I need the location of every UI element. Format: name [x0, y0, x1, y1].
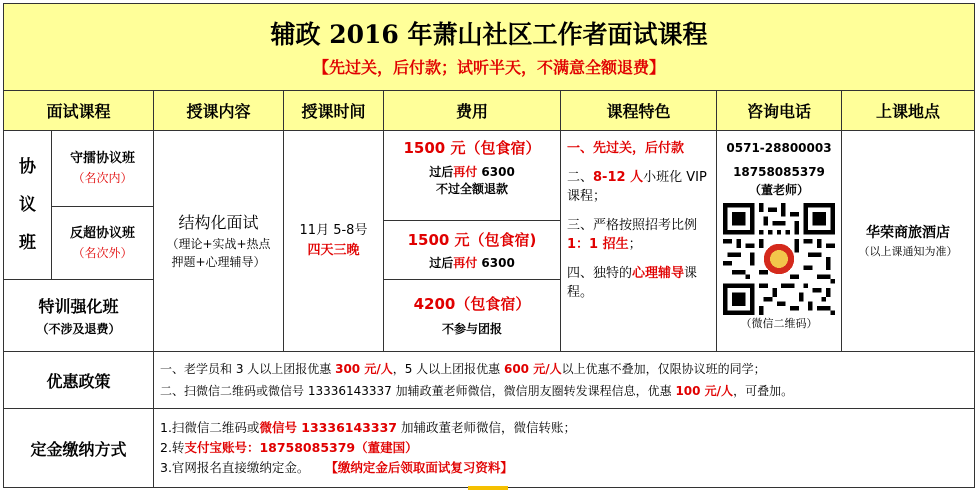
policy-text: ，可叠加。 — [733, 384, 794, 398]
course-note: （名次内） — [72, 171, 133, 186]
alipay-account: 支付宝账号：18758085379（董建国） — [184, 440, 418, 455]
wechat-id: 微信号 13336143337 — [259, 420, 397, 435]
header-fee: 费用 — [384, 91, 561, 131]
deposit-highlight: 【缴纳定金后领取面试复习资料】 — [325, 460, 513, 475]
header-content: 授课内容 — [154, 91, 284, 131]
policy-highlight: 300 元/人 — [335, 362, 393, 376]
feature-text: ； — [628, 237, 642, 252]
fee-price: 1500 元（包食宿） — [403, 139, 541, 157]
course-cell — [52, 206, 154, 280]
teacher-name: （董老师） — [748, 183, 809, 197]
policy-line — [160, 358, 968, 380]
course-cell — [52, 131, 154, 207]
wechat-qr-code[interactable] — [723, 203, 835, 315]
feature-item — [567, 216, 710, 254]
fee-extra: 不过全额退款 — [435, 182, 508, 196]
course-group-label: 班 — [19, 233, 36, 253]
feature-text: 小班化 VIP 课程； — [567, 170, 707, 204]
special-course-name: 特训强化班 — [38, 296, 119, 316]
deposit-cell — [154, 409, 975, 488]
feature-highlight: 心理辅导 — [632, 266, 685, 281]
fee-note — [384, 164, 560, 181]
deposit-text: 2.转 — [160, 440, 185, 455]
fee-price: 1500 元（包食宿) — [407, 231, 537, 249]
policy-highlight: 100 元/人 — [675, 384, 734, 398]
deposit-text: 3.官网报名直接缴纳定金。 — [160, 460, 310, 475]
course-group-label: 议 — [19, 195, 36, 215]
phone-number: 0571-28800003 — [726, 141, 832, 155]
header-course: 面试课程 — [4, 91, 154, 131]
content-line: （理论+实战+热点 — [166, 237, 271, 251]
course-group-cell — [4, 131, 52, 280]
feature-item — [567, 264, 710, 302]
content-cell — [154, 131, 284, 352]
fee-pre: 过后 — [429, 256, 454, 270]
feature-item: 一、先过关，后付款 — [567, 141, 685, 156]
policy-text: 以上优惠不叠加，仅限协议班的同学； — [561, 362, 766, 376]
fee-pay-label: 再付 — [453, 256, 478, 270]
feature-text: 三、严格按照招考比例 — [567, 218, 698, 233]
policy-highlight: 600 元/人 — [503, 362, 562, 376]
phone-number: 18758085379 — [733, 165, 825, 179]
venue-cell — [842, 131, 975, 352]
deposit-text: 1.扫微信二维码或 — [160, 420, 260, 435]
feature-item — [567, 168, 710, 206]
fee-cell — [384, 280, 561, 352]
fee-note — [384, 255, 560, 272]
fee-block — [384, 221, 560, 279]
feature-highlight: 8-12 人 — [593, 170, 644, 185]
policy-label: 优惠政策 — [4, 352, 154, 409]
course-group-label: 协 — [19, 157, 36, 177]
fee-pre: 过后 — [429, 165, 454, 179]
policy-text: 一、老学员和 3 人以上团报优惠 — [160, 362, 336, 376]
time-date: 11月 5-8号 — [299, 223, 368, 238]
course-table — [3, 3, 975, 488]
feature-text: 课程。 — [567, 266, 698, 300]
course-name: 守擂协议班 — [69, 151, 135, 167]
fee-cell — [384, 131, 561, 280]
time-cell — [284, 131, 384, 352]
deposit-line — [160, 458, 968, 478]
deposit-label: 定金缴纳方式 — [4, 409, 154, 488]
policy-line — [160, 380, 968, 402]
header-contact: 咨询电话 — [717, 91, 842, 131]
feature-text: 二、 — [567, 170, 594, 185]
header-features: 课程特色 — [561, 91, 717, 131]
page-title: 辅政 2016 年萧山社区工作者面试课程 — [270, 20, 708, 49]
deposit-text: 加辅政董老师微信，微信转账； — [396, 420, 576, 435]
course-note: （名次外） — [72, 245, 133, 260]
feature-text: 四、独特的 — [567, 266, 633, 281]
venue-note: （以上课通知为准） — [858, 245, 958, 258]
qr-note: （微信二维码） — [740, 317, 818, 330]
scroll-indicator — [468, 486, 508, 490]
header-venue: 上课地点 — [842, 91, 975, 131]
special-course-note: （不涉及退费） — [36, 321, 121, 336]
fee-price: 4200（包食宿） — [413, 295, 531, 313]
content-main: 结构化面试 — [178, 213, 259, 232]
title-cell — [4, 4, 975, 91]
fee-extra: 不参与团报 — [441, 322, 502, 336]
policy-text: 二、扫微信二维码或微信号 13336143337 加辅政董老师微信，微信朋友圈转发课程信息，优惠 — [160, 384, 676, 398]
venue-name: 华荣商旅酒店 — [866, 225, 950, 241]
header-time: 授课时间 — [284, 91, 384, 131]
qr-icon — [723, 203, 835, 315]
fee-pay-label: 再付 — [453, 165, 478, 179]
fee-pay-amount: 6300 — [481, 256, 515, 270]
time-duration: 四天三晚 — [307, 243, 360, 258]
course-name: 反超协议班 — [69, 225, 135, 241]
features-cell — [561, 131, 717, 352]
special-course-cell — [4, 280, 154, 352]
policy-text: ，5 人以上团报优惠 — [392, 362, 504, 376]
fee-pay-amount: 6300 — [481, 165, 515, 179]
deposit-line — [160, 418, 968, 438]
page-subtitle: 【先过关，后付款；试听半天，不满意全额退费】 — [312, 58, 665, 77]
deposit-line — [160, 438, 968, 458]
content-line: 押题+心理辅导） — [171, 255, 266, 269]
fee-block — [384, 131, 560, 221]
contact-cell — [717, 131, 842, 352]
feature-highlight: 1：1 招生 — [567, 237, 629, 252]
policy-cell — [154, 352, 975, 409]
